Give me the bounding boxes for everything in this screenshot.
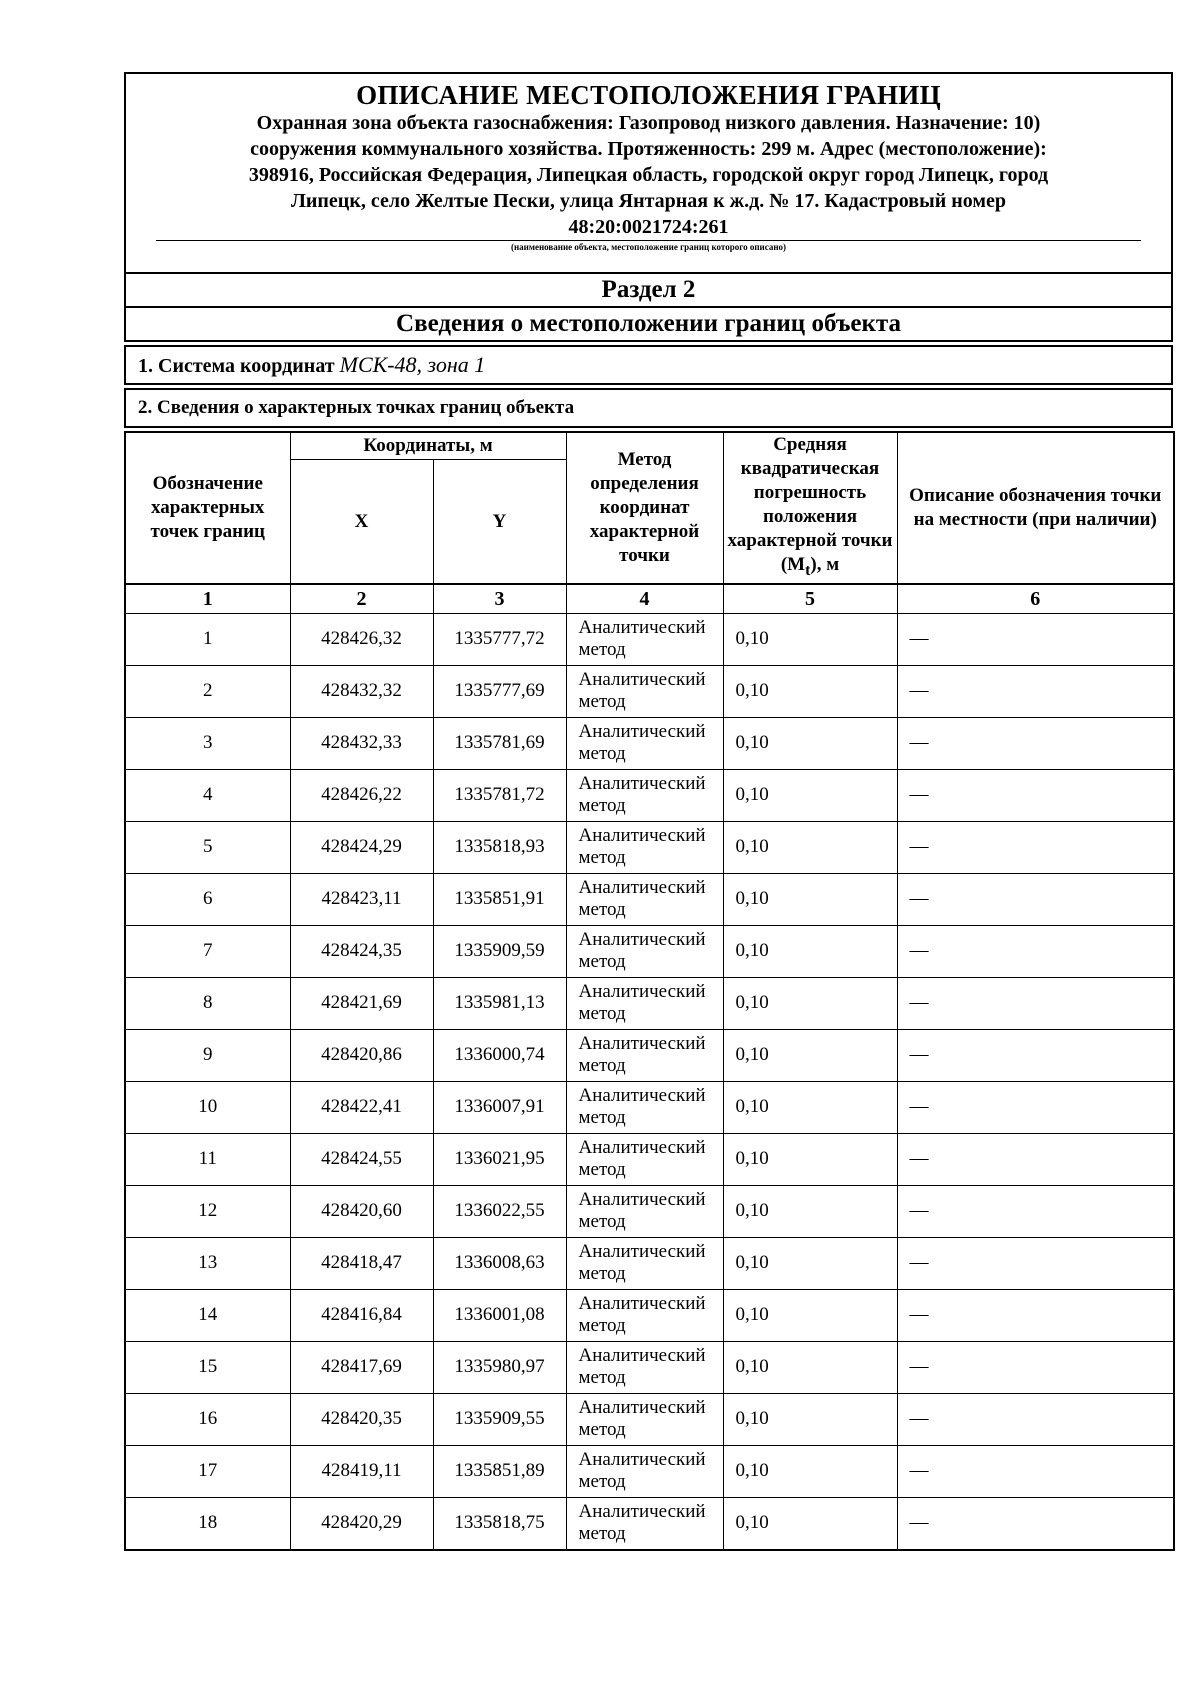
description-cell: — xyxy=(897,1393,1174,1445)
col-error-unit: ), м xyxy=(810,554,840,575)
document-header-frame xyxy=(124,72,1173,342)
object-line: Липецк, село Желтые Пески, улица Янтарная к ж.д. № 17. Кадастровый номер xyxy=(290,190,1006,212)
method-cell: Аналитический метод xyxy=(566,1341,723,1393)
method-cell: Аналитический метод xyxy=(566,1133,723,1185)
y-coordinate-cell: 1335818,93 xyxy=(433,821,566,873)
error-cell: 0,10 xyxy=(723,1133,897,1185)
x-coordinate-cell: 428421,69 xyxy=(290,977,433,1029)
col-number: 5 xyxy=(723,584,897,614)
y-coordinate-cell: 1335777,72 xyxy=(433,613,566,665)
error-cell: 0,10 xyxy=(723,821,897,873)
description-cell: — xyxy=(897,1289,1174,1341)
description-cell: — xyxy=(897,1185,1174,1237)
y-coordinate-cell: 1335909,55 xyxy=(433,1393,566,1445)
table-row xyxy=(125,1133,1174,1185)
col-method-header: Метод определения координат характерной точки xyxy=(566,432,723,584)
x-coordinate-cell: 428420,60 xyxy=(290,1185,433,1237)
table-row xyxy=(125,613,1174,665)
col-number: 6 xyxy=(897,584,1174,614)
object-description xyxy=(146,110,1151,240)
table-row xyxy=(125,925,1174,977)
table-row xyxy=(125,1029,1174,1081)
point-number-cell: 6 xyxy=(125,873,290,925)
point-number-cell: 7 xyxy=(125,925,290,977)
method-cell: Аналитический метод xyxy=(566,1289,723,1341)
method-cell: Аналитический метод xyxy=(566,1237,723,1289)
error-cell: 0,10 xyxy=(723,769,897,821)
points-table-body xyxy=(125,613,1174,1550)
col-error-text: Средняя квадратическая погрешность положения характерной точки (M xyxy=(727,434,893,575)
method-cell: Аналитический метод xyxy=(566,925,723,977)
x-coordinate-cell: 428420,35 xyxy=(290,1393,433,1445)
coordinate-system-row xyxy=(124,345,1173,385)
col-designation-header: Обозначение характерных точек границ xyxy=(125,432,290,584)
x-coordinate-cell: 428420,29 xyxy=(290,1497,433,1550)
object-line: 48:20:0021724:261 xyxy=(568,216,729,238)
x-coordinate-cell: 428426,32 xyxy=(290,613,433,665)
description-cell: — xyxy=(897,977,1174,1029)
y-coordinate-cell: 1336022,55 xyxy=(433,1185,566,1237)
object-line: сооружения коммунального хозяйства. Протяженность: 299 м. Адрес (местоположение): xyxy=(250,138,1047,160)
error-cell: 0,10 xyxy=(723,665,897,717)
col-number: 4 xyxy=(566,584,723,614)
method-cell: Аналитический метод xyxy=(566,665,723,717)
y-coordinate-cell: 1336007,91 xyxy=(433,1081,566,1133)
error-cell: 0,10 xyxy=(723,977,897,1029)
point-number-cell: 15 xyxy=(125,1341,290,1393)
coordinate-system-value: МСК-48, зона 1 xyxy=(339,352,486,377)
point-number-cell: 1 xyxy=(125,613,290,665)
table-row xyxy=(125,1081,1174,1133)
error-cell: 0,10 xyxy=(723,1393,897,1445)
document-header xyxy=(126,74,1171,272)
col-error-subscript: t xyxy=(805,561,811,579)
method-cell: Аналитический метод xyxy=(566,1029,723,1081)
y-coordinate-cell: 1335981,13 xyxy=(433,977,566,1029)
point-number-cell: 5 xyxy=(125,821,290,873)
x-coordinate-cell: 428424,55 xyxy=(290,1133,433,1185)
error-cell: 0,10 xyxy=(723,613,897,665)
section-title: Сведения о местоположении границ объекта xyxy=(126,306,1171,340)
method-cell: Аналитический метод xyxy=(566,873,723,925)
table-row xyxy=(125,717,1174,769)
x-coordinate-cell: 428424,29 xyxy=(290,821,433,873)
description-cell: — xyxy=(897,613,1174,665)
table-row xyxy=(125,873,1174,925)
description-cell: — xyxy=(897,1029,1174,1081)
y-coordinate-cell: 1335818,75 xyxy=(433,1497,566,1550)
col-coords-header: Координаты, м xyxy=(290,432,566,460)
y-coordinate-cell: 1336008,63 xyxy=(433,1237,566,1289)
table-row xyxy=(125,821,1174,873)
y-coordinate-cell: 1335781,72 xyxy=(433,769,566,821)
col-x-header: X xyxy=(290,460,433,584)
y-coordinate-cell: 1336001,08 xyxy=(433,1289,566,1341)
col-error-header xyxy=(723,432,897,584)
description-cell: — xyxy=(897,1445,1174,1497)
method-cell: Аналитический метод xyxy=(566,821,723,873)
table-row xyxy=(125,1497,1174,1550)
x-coordinate-cell: 428423,11 xyxy=(290,873,433,925)
method-cell: Аналитический метод xyxy=(566,717,723,769)
coordinate-system-label: 1. Система координат xyxy=(138,355,335,377)
description-cell: — xyxy=(897,873,1174,925)
error-cell: 0,10 xyxy=(723,1289,897,1341)
points-heading-row xyxy=(124,388,1173,428)
y-coordinate-cell: 1335781,69 xyxy=(433,717,566,769)
description-cell: — xyxy=(897,769,1174,821)
description-cell: — xyxy=(897,1237,1174,1289)
description-cell: — xyxy=(897,821,1174,873)
point-number-cell: 4 xyxy=(125,769,290,821)
error-cell: 0,10 xyxy=(723,1497,897,1550)
table-row xyxy=(125,1445,1174,1497)
col-desc-header: Описание обозначения точки на местности (при наличии) xyxy=(897,432,1174,584)
col-y-header: Y xyxy=(433,460,566,584)
table-row xyxy=(125,977,1174,1029)
error-cell: 0,10 xyxy=(723,873,897,925)
x-coordinate-cell: 428432,33 xyxy=(290,717,433,769)
table-row xyxy=(125,1237,1174,1289)
points-heading: 2. Сведения о характерных точках границ объекта xyxy=(138,397,575,418)
document-page xyxy=(124,72,1173,1551)
description-cell: — xyxy=(897,1341,1174,1393)
table-row xyxy=(125,1185,1174,1237)
method-cell: Аналитический метод xyxy=(566,1445,723,1497)
y-coordinate-cell: 1336021,95 xyxy=(433,1133,566,1185)
point-number-cell: 11 xyxy=(125,1133,290,1185)
col-number: 3 xyxy=(433,584,566,614)
description-cell: — xyxy=(897,717,1174,769)
points-table xyxy=(124,431,1175,1551)
x-coordinate-cell: 428426,22 xyxy=(290,769,433,821)
method-cell: Аналитический метод xyxy=(566,1081,723,1133)
method-cell: Аналитический метод xyxy=(566,613,723,665)
description-cell: — xyxy=(897,1497,1174,1550)
y-coordinate-cell: 1335777,69 xyxy=(433,665,566,717)
error-cell: 0,10 xyxy=(723,1185,897,1237)
method-cell: Аналитический метод xyxy=(566,1497,723,1550)
error-cell: 0,10 xyxy=(723,925,897,977)
x-coordinate-cell: 428432,32 xyxy=(290,665,433,717)
description-cell: — xyxy=(897,665,1174,717)
point-number-cell: 17 xyxy=(125,1445,290,1497)
y-coordinate-cell: 1335851,89 xyxy=(433,1445,566,1497)
y-coordinate-cell: 1335909,59 xyxy=(433,925,566,977)
point-number-cell: 9 xyxy=(125,1029,290,1081)
error-cell: 0,10 xyxy=(723,717,897,769)
point-number-cell: 18 xyxy=(125,1497,290,1550)
object-line: Охранная зона объекта газоснабжения: Газопровод низкого давления. Назначение: 10) xyxy=(256,112,1041,134)
point-number-cell: 2 xyxy=(125,665,290,717)
point-number-cell: 8 xyxy=(125,977,290,1029)
error-cell: 0,10 xyxy=(723,1237,897,1289)
object-caption: (наименование объекта, местоположение границ которого описано) xyxy=(510,242,787,252)
point-number-cell: 12 xyxy=(125,1185,290,1237)
point-number-cell: 3 xyxy=(125,717,290,769)
document-title: ОПИСАНИЕ МЕСТОПОЛОЖЕНИЯ ГРАНИЦ xyxy=(356,80,941,110)
col-number: 2 xyxy=(290,584,433,614)
section-number: Раздел 2 xyxy=(126,272,1171,306)
table-row xyxy=(125,665,1174,717)
method-cell: Аналитический метод xyxy=(566,769,723,821)
table-row xyxy=(125,1341,1174,1393)
method-cell: Аналитический метод xyxy=(566,1393,723,1445)
x-coordinate-cell: 428417,69 xyxy=(290,1341,433,1393)
x-coordinate-cell: 428424,35 xyxy=(290,925,433,977)
point-number-cell: 10 xyxy=(125,1081,290,1133)
description-cell: — xyxy=(897,1081,1174,1133)
point-number-cell: 16 xyxy=(125,1393,290,1445)
description-cell: — xyxy=(897,1133,1174,1185)
method-cell: Аналитический метод xyxy=(566,977,723,1029)
y-coordinate-cell: 1335851,91 xyxy=(433,873,566,925)
object-line: 398916, Российская Федерация, Липецкая область, городской округ город Липецк, город xyxy=(248,164,1049,186)
error-cell: 0,10 xyxy=(723,1081,897,1133)
x-coordinate-cell: 428418,47 xyxy=(290,1237,433,1289)
description-cell: — xyxy=(897,925,1174,977)
point-number-cell: 14 xyxy=(125,1289,290,1341)
table-row xyxy=(125,769,1174,821)
x-coordinate-cell: 428420,86 xyxy=(290,1029,433,1081)
point-number-cell: 13 xyxy=(125,1237,290,1289)
y-coordinate-cell: 1336000,74 xyxy=(433,1029,566,1081)
x-coordinate-cell: 428422,41 xyxy=(290,1081,433,1133)
method-cell: Аналитический метод xyxy=(566,1185,723,1237)
x-coordinate-cell: 428419,11 xyxy=(290,1445,433,1497)
col-number: 1 xyxy=(125,584,290,614)
y-coordinate-cell: 1335980,97 xyxy=(433,1341,566,1393)
x-coordinate-cell: 428416,84 xyxy=(290,1289,433,1341)
error-cell: 0,10 xyxy=(723,1341,897,1393)
error-cell: 0,10 xyxy=(723,1029,897,1081)
error-cell: 0,10 xyxy=(723,1445,897,1497)
table-row xyxy=(125,1393,1174,1445)
table-row xyxy=(125,1289,1174,1341)
